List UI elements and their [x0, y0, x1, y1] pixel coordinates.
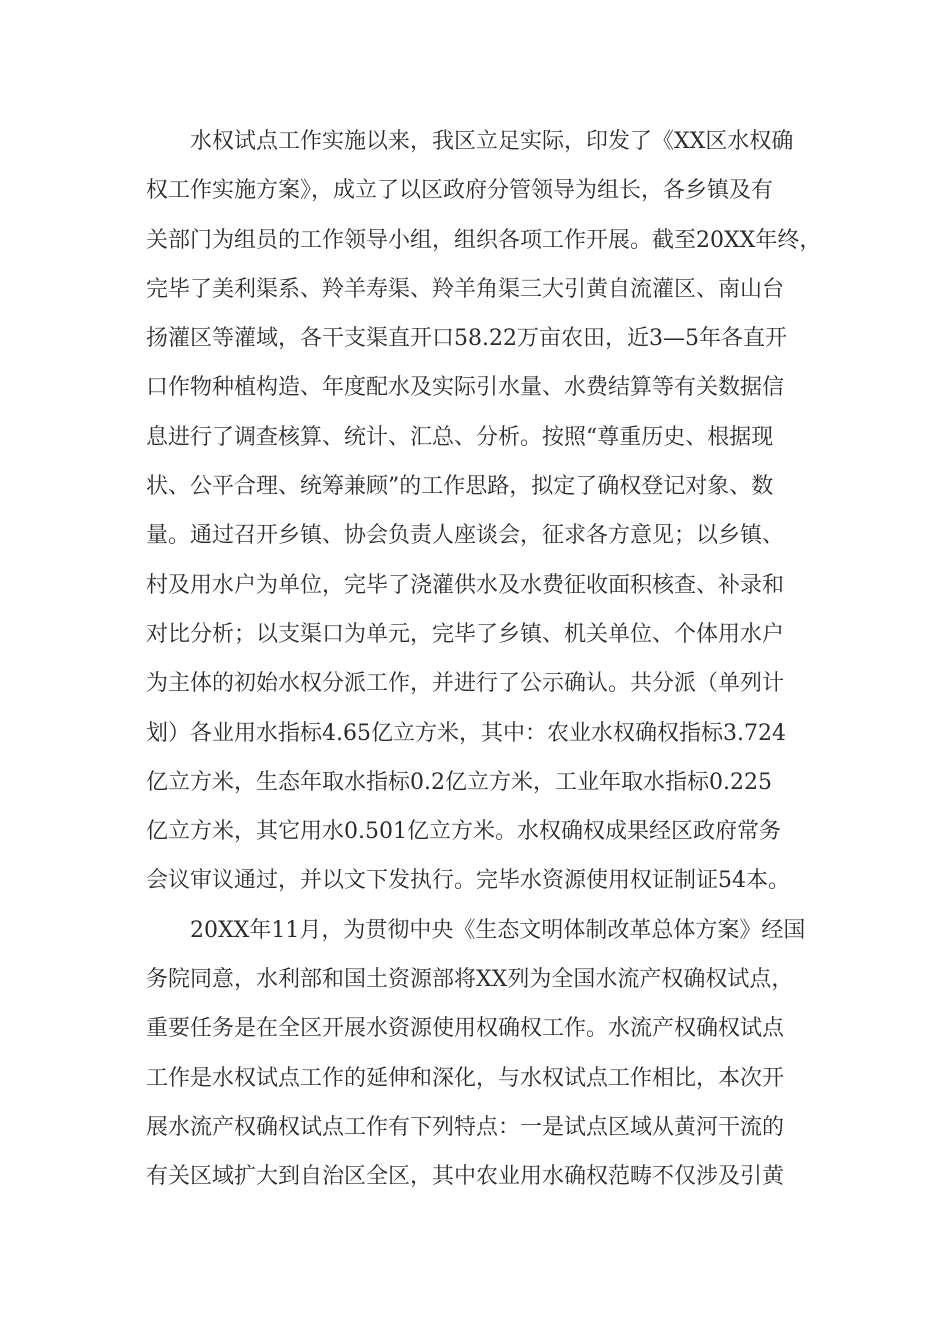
paragraph-1-line: 状、公平合理、统筹兼顾”的工作思路，拟定了确权登记对象、数	[146, 474, 774, 500]
paragraph-2-line: 务院同意，水利部和国土资源部将XX列为全国水流产权确权试点，	[146, 967, 794, 993]
paragraph-1-line: 会议审议通过，并以文下发执行。完毕水资源使用权证制证54本。	[146, 868, 790, 894]
paragraph-2-line: 20XX年11月，为贯彻中央《生态文明体制改革总体方案》经国	[190, 917, 806, 943]
paragraph-1-line: 扬灌区等灌域，各干支渠直开口58.22万亩农田，近3—5年各直开	[146, 326, 787, 352]
paragraph-2-line: 工作是水权试点工作的延伸和深化，与水权试点工作相比，本次开	[146, 1065, 785, 1091]
paragraph-2-line: 有关区域扩大到自治区全区，其中农业用水确权范畴不仅涉及引黄	[146, 1164, 785, 1190]
paragraph-1-line: 亿立方米，其它用水0.501亿立方米。水权确权成果经区政府常务	[146, 819, 781, 845]
paragraph-1-line: 亿立方米，生态年取水指标0.2亿立方米，工业年取水指标0.225	[146, 769, 772, 795]
paragraph-1-line: 量。通过召开乡镇、协会负责人座谈会，征求各方意见；以乡镇、	[146, 523, 785, 549]
paragraph-1-line: 完毕了美利渠系、羚羊寿渠、羚羊角渠三大引黄自流灌区、南山台	[146, 276, 785, 302]
paragraph-1-line: 口作物种植构造、年度配水及实际引水量、水费结算等有关数据信	[146, 375, 785, 401]
paragraph-1-line: 息进行了调查核算、统计、汇总、分析。按照“尊重历史、根据现	[146, 424, 774, 450]
paragraph-2-line: 展水流产权确权试点工作有下列特点：一是试点区域从黄河干流的	[146, 1114, 785, 1140]
paragraph-1-line: 划）各业用水指标4.65亿立方米，其中：农业水权确权指标3.724	[146, 720, 786, 746]
paragraph-1-line: 水权试点工作实施以来，我区立足实际，印发了《XX区水权确	[190, 129, 794, 154]
paragraph-1-line: 村及用水户为单位，完毕了浇灌供水及水费征收面积核查、补录和	[146, 572, 785, 598]
paragraph-1-line: 对比分析；以支渠口为单元，完毕了乡镇、机关单位、个体用水户	[146, 621, 785, 647]
body-text	[146, 117, 822, 1202]
paragraph-1-line: 关部门为组员的工作领导小组，组织各项工作开展。截至20XX年终，	[146, 227, 822, 253]
paragraph-2-line: 重要任务是在全区开展水资源使用权确权工作。水流产权确权试点	[146, 1016, 785, 1042]
paragraph-1-line: 权工作实施方案》，成立了以区政府分管领导为组长，各乡镇及有	[146, 178, 774, 204]
paragraph-1-line: 为主体的初始水权分派工作，并进行了公示确认。共分派（单列计	[146, 671, 785, 697]
